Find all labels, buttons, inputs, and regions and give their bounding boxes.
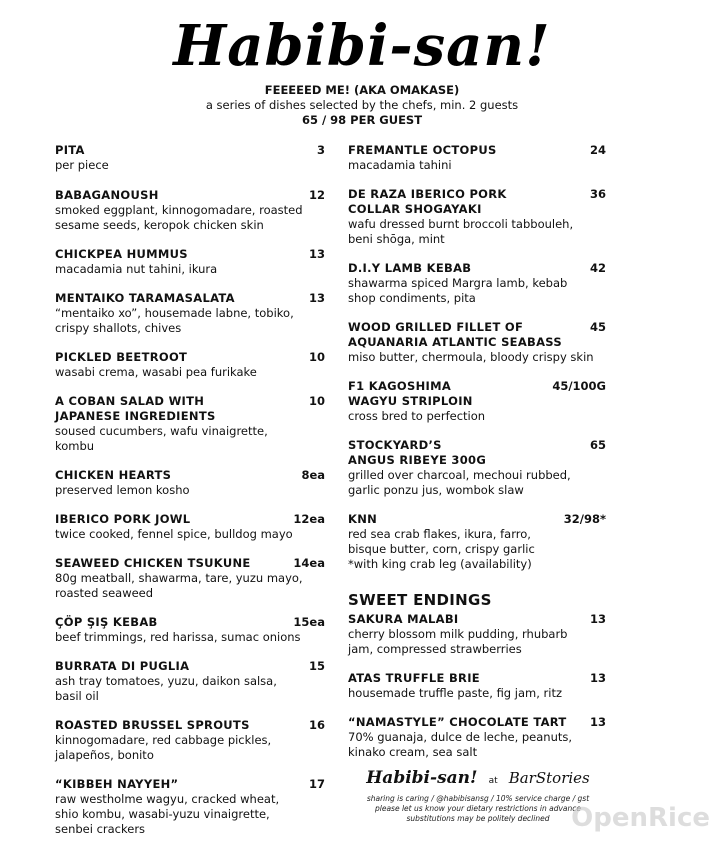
menu-item-name: PICKLED BEETROOT (55, 350, 188, 364)
omakase-description: a series of dishes selected by the chefs, min. 2 guests (205, 98, 519, 112)
menu-item-description: kinnogomadare, red cabbage pickles, (55, 733, 272, 747)
menu-item-description: bisque butter, corn, crispy garlic (348, 542, 535, 556)
menu-item-price: 32/98* (563, 512, 606, 526)
menu-item-price: 13 (308, 247, 325, 261)
menu-item-description: wafu dressed burnt broccoli tabbouleh, (348, 217, 574, 231)
menu-item-description: kombu (55, 439, 95, 453)
menu-item (348, 612, 606, 657)
menu-item-name: CHICKEN HEARTS (55, 468, 172, 482)
menu-item-description: cross bred to perfection (348, 409, 486, 423)
menu-item-name: MENTAIKO TARAMASALATA (55, 291, 235, 305)
footer-brand-logo: BarStories (508, 769, 590, 787)
menu-item-description: beef trimmings, red harissa, sumac onions (55, 630, 301, 644)
menu-item-price: 45 (589, 320, 606, 334)
omakase-price: 65 / 98 PER GUEST (301, 113, 423, 127)
menu-item (55, 556, 325, 601)
menu-item (55, 659, 325, 704)
right-menu-column (348, 143, 606, 760)
footer-at-text: at (488, 776, 498, 786)
menu-item (55, 143, 325, 173)
menu-item-price: 13 (589, 715, 606, 729)
watermark: OpenRice (571, 803, 710, 833)
menu-item (348, 320, 606, 365)
menu-item-name: A COBAN SALAD WITH JAPANESE INGREDIENTS (55, 394, 216, 423)
menu-item-name: F1 KAGOSHIMA WAGYU STRIPLOIN (348, 379, 473, 408)
menu-item (55, 394, 325, 454)
menu-item-description: basil oil (55, 689, 99, 703)
menu-item-name: BURRATA DI PUGLIA (55, 659, 190, 673)
menu-item-description: kinako cream, sea salt (348, 745, 478, 759)
menu-item-price: 15ea (293, 615, 325, 629)
menu-item-name: PITA (55, 143, 85, 157)
menu-item-name: ROASTED BRUSSEL SPROUTS (55, 718, 250, 732)
menu-item-price: 15 (308, 659, 325, 673)
menu-item-description: roasted seaweed (55, 586, 154, 600)
menu-item-description: “mentaiko xo”, housemade labne, tobiko, (55, 306, 294, 320)
menu-item-price: 14ea (293, 556, 325, 570)
menu-item-description: grilled over charcoal, mechoui rubbed, (348, 468, 571, 482)
menu-item-description: 70% guanaja, dulce de leche, peanuts, (348, 730, 573, 744)
menu-item-description: crispy shallots, chives (55, 321, 182, 335)
menu-item-description: twice cooked, fennel spice, bulldog mayo (55, 527, 293, 541)
footer (348, 768, 608, 824)
menu-item (348, 379, 606, 424)
menu-item-price: 16 (308, 718, 325, 732)
menu-item (55, 291, 325, 336)
menu-item (55, 718, 325, 763)
menu-item-description: shio kombu, wasabi-yuzu vinaigrette, (55, 807, 270, 821)
menu-item-price: 12ea (293, 512, 325, 526)
menu-item-description: housemade truffle paste, fig jam, ritz (348, 686, 562, 700)
menu-item-price: 65 (589, 438, 606, 452)
menu-item (348, 187, 606, 247)
menu-item-name: CHICKPEA HUMMUS (55, 247, 188, 261)
menu-item-description: jam, compressed strawberries (348, 642, 522, 656)
menu-item (348, 715, 606, 760)
menu-item-name: “NAMASTYLE” CHOCOLATE TART (348, 715, 567, 729)
menu-item-description: cherry blossom milk pudding, rhubarb (348, 627, 568, 641)
menu-item-description: macadamia tahini (348, 158, 452, 172)
menu-item-price: 13 (589, 671, 606, 685)
menu-item-description: ash tray tomatoes, yuzu, daikon salsa, (55, 674, 277, 688)
menu-item-price: 13 (308, 291, 325, 305)
menu-item (348, 512, 606, 572)
menu-item-price: 45/100G (552, 379, 606, 393)
menu-item-price: 17 (308, 777, 325, 791)
menu-item-description: red sea crab flakes, ikura, farro, (348, 527, 531, 541)
menu-item (55, 615, 325, 645)
menu-item-description: senbei crackers (55, 822, 146, 836)
menu-item-description: garlic ponzu jus, wombok slaw (348, 483, 524, 497)
menu-item-description: sesame seeds, keropok chicken skin (55, 218, 264, 232)
menu-item-description: per piece (55, 158, 109, 172)
menu-item-description: macadamia nut tahini, ikura (55, 262, 218, 276)
omakase-heading: FEEEEED ME! (AKA OMAKASE) (264, 83, 460, 97)
menu-item (348, 671, 606, 701)
menu-item-name: STOCKYARD’S ANGUS RIBEYE 300G (348, 438, 487, 467)
menu-item-name: FREMANTLE OCTOPUS (348, 143, 497, 157)
restaurant-logo-title: Habibi-san! (173, 13, 551, 79)
footer-line: substitutions may be politely declined (406, 814, 550, 823)
menu-item-price: 42 (589, 261, 606, 275)
menu-item-name: SAKURA MALABI (348, 612, 459, 626)
footer-line: please let us know your dietary restrictions in advance (375, 804, 581, 813)
menu-item-description: beni shōga, mint (348, 232, 445, 246)
sweet-endings-list (348, 612, 606, 760)
menu-item-description: jalapeños, bonito (55, 748, 154, 762)
menu-item-name: D.I.Y LAMB KEBAB (348, 261, 472, 275)
footer-restaurant-logo: Habibi-san! (366, 768, 478, 788)
menu-item-description: 80g meatball, shawarma, tare, yuzu mayo, (55, 571, 303, 585)
menu-item-price: 13 (589, 612, 606, 626)
menu-item (55, 777, 325, 837)
menu-item (55, 247, 325, 277)
menu-item-name: ÇÖP ŞIŞ KEBAB (55, 615, 158, 629)
menu-item (348, 261, 606, 306)
menu-item-description: miso butter, chermoula, bloody crispy skin (348, 350, 594, 364)
menu-item-description: raw westholme wagyu, cracked wheat, (55, 792, 280, 806)
footer-line: sharing is caring / @habibisansg / 10% service charge / gst (366, 794, 590, 803)
menu-item-name: BABAGANOUSH (55, 188, 159, 202)
menu-item-name: ATAS TRUFFLE BRIE (348, 671, 480, 685)
menu-item-name: IBERICO PORK JOWL (55, 512, 191, 526)
menu-item-price: 10 (308, 394, 325, 408)
menu-item-name: KNN (348, 512, 378, 526)
menu-item (55, 468, 325, 498)
menu-item (55, 512, 325, 542)
menu-item-price: 24 (589, 143, 606, 157)
menu-item (348, 143, 606, 173)
menu-item-description: shawarma spiced Margra lamb, kebab (348, 276, 568, 290)
menu-item-price: 3 (316, 143, 325, 157)
menu-item-name: “KIBBEH NAYYEH” (55, 777, 179, 791)
left-menu-column (55, 143, 325, 837)
sweet-endings-heading: SWEET ENDINGS (348, 591, 492, 609)
menu-item-price: 12 (308, 188, 325, 202)
menu-item-description: soused cucumbers, wafu vinaigrette, (55, 424, 268, 438)
menu-item (55, 350, 325, 380)
menu-item-price: 36 (589, 187, 606, 201)
menu-item-description: smoked eggplant, kinnogomadare, roasted (55, 203, 303, 217)
menu-item-description: *with king crab leg (availability) (348, 557, 532, 571)
menu-item-price: 10 (308, 350, 325, 364)
menu-item-name: WOOD GRILLED FILLET OF AQUANARIA ATLANTIC SEABASS (348, 320, 562, 349)
footer-logos (348, 768, 608, 788)
menu-item (348, 438, 606, 498)
menu-item (55, 188, 325, 233)
menu-item-price: 8ea (301, 468, 325, 482)
menu-item-description: shop condiments, pita (348, 291, 476, 305)
menu-item-name: DE RAZA IBERICO PORK COLLAR SHOGAYAKI (348, 187, 507, 216)
menu-item-name: SEAWEED CHICKEN TSUKUNE (55, 556, 251, 570)
menu-item-description: preserved lemon kosho (55, 483, 190, 497)
menu-item-description: wasabi crema, wasabi pea furikake (55, 365, 257, 379)
